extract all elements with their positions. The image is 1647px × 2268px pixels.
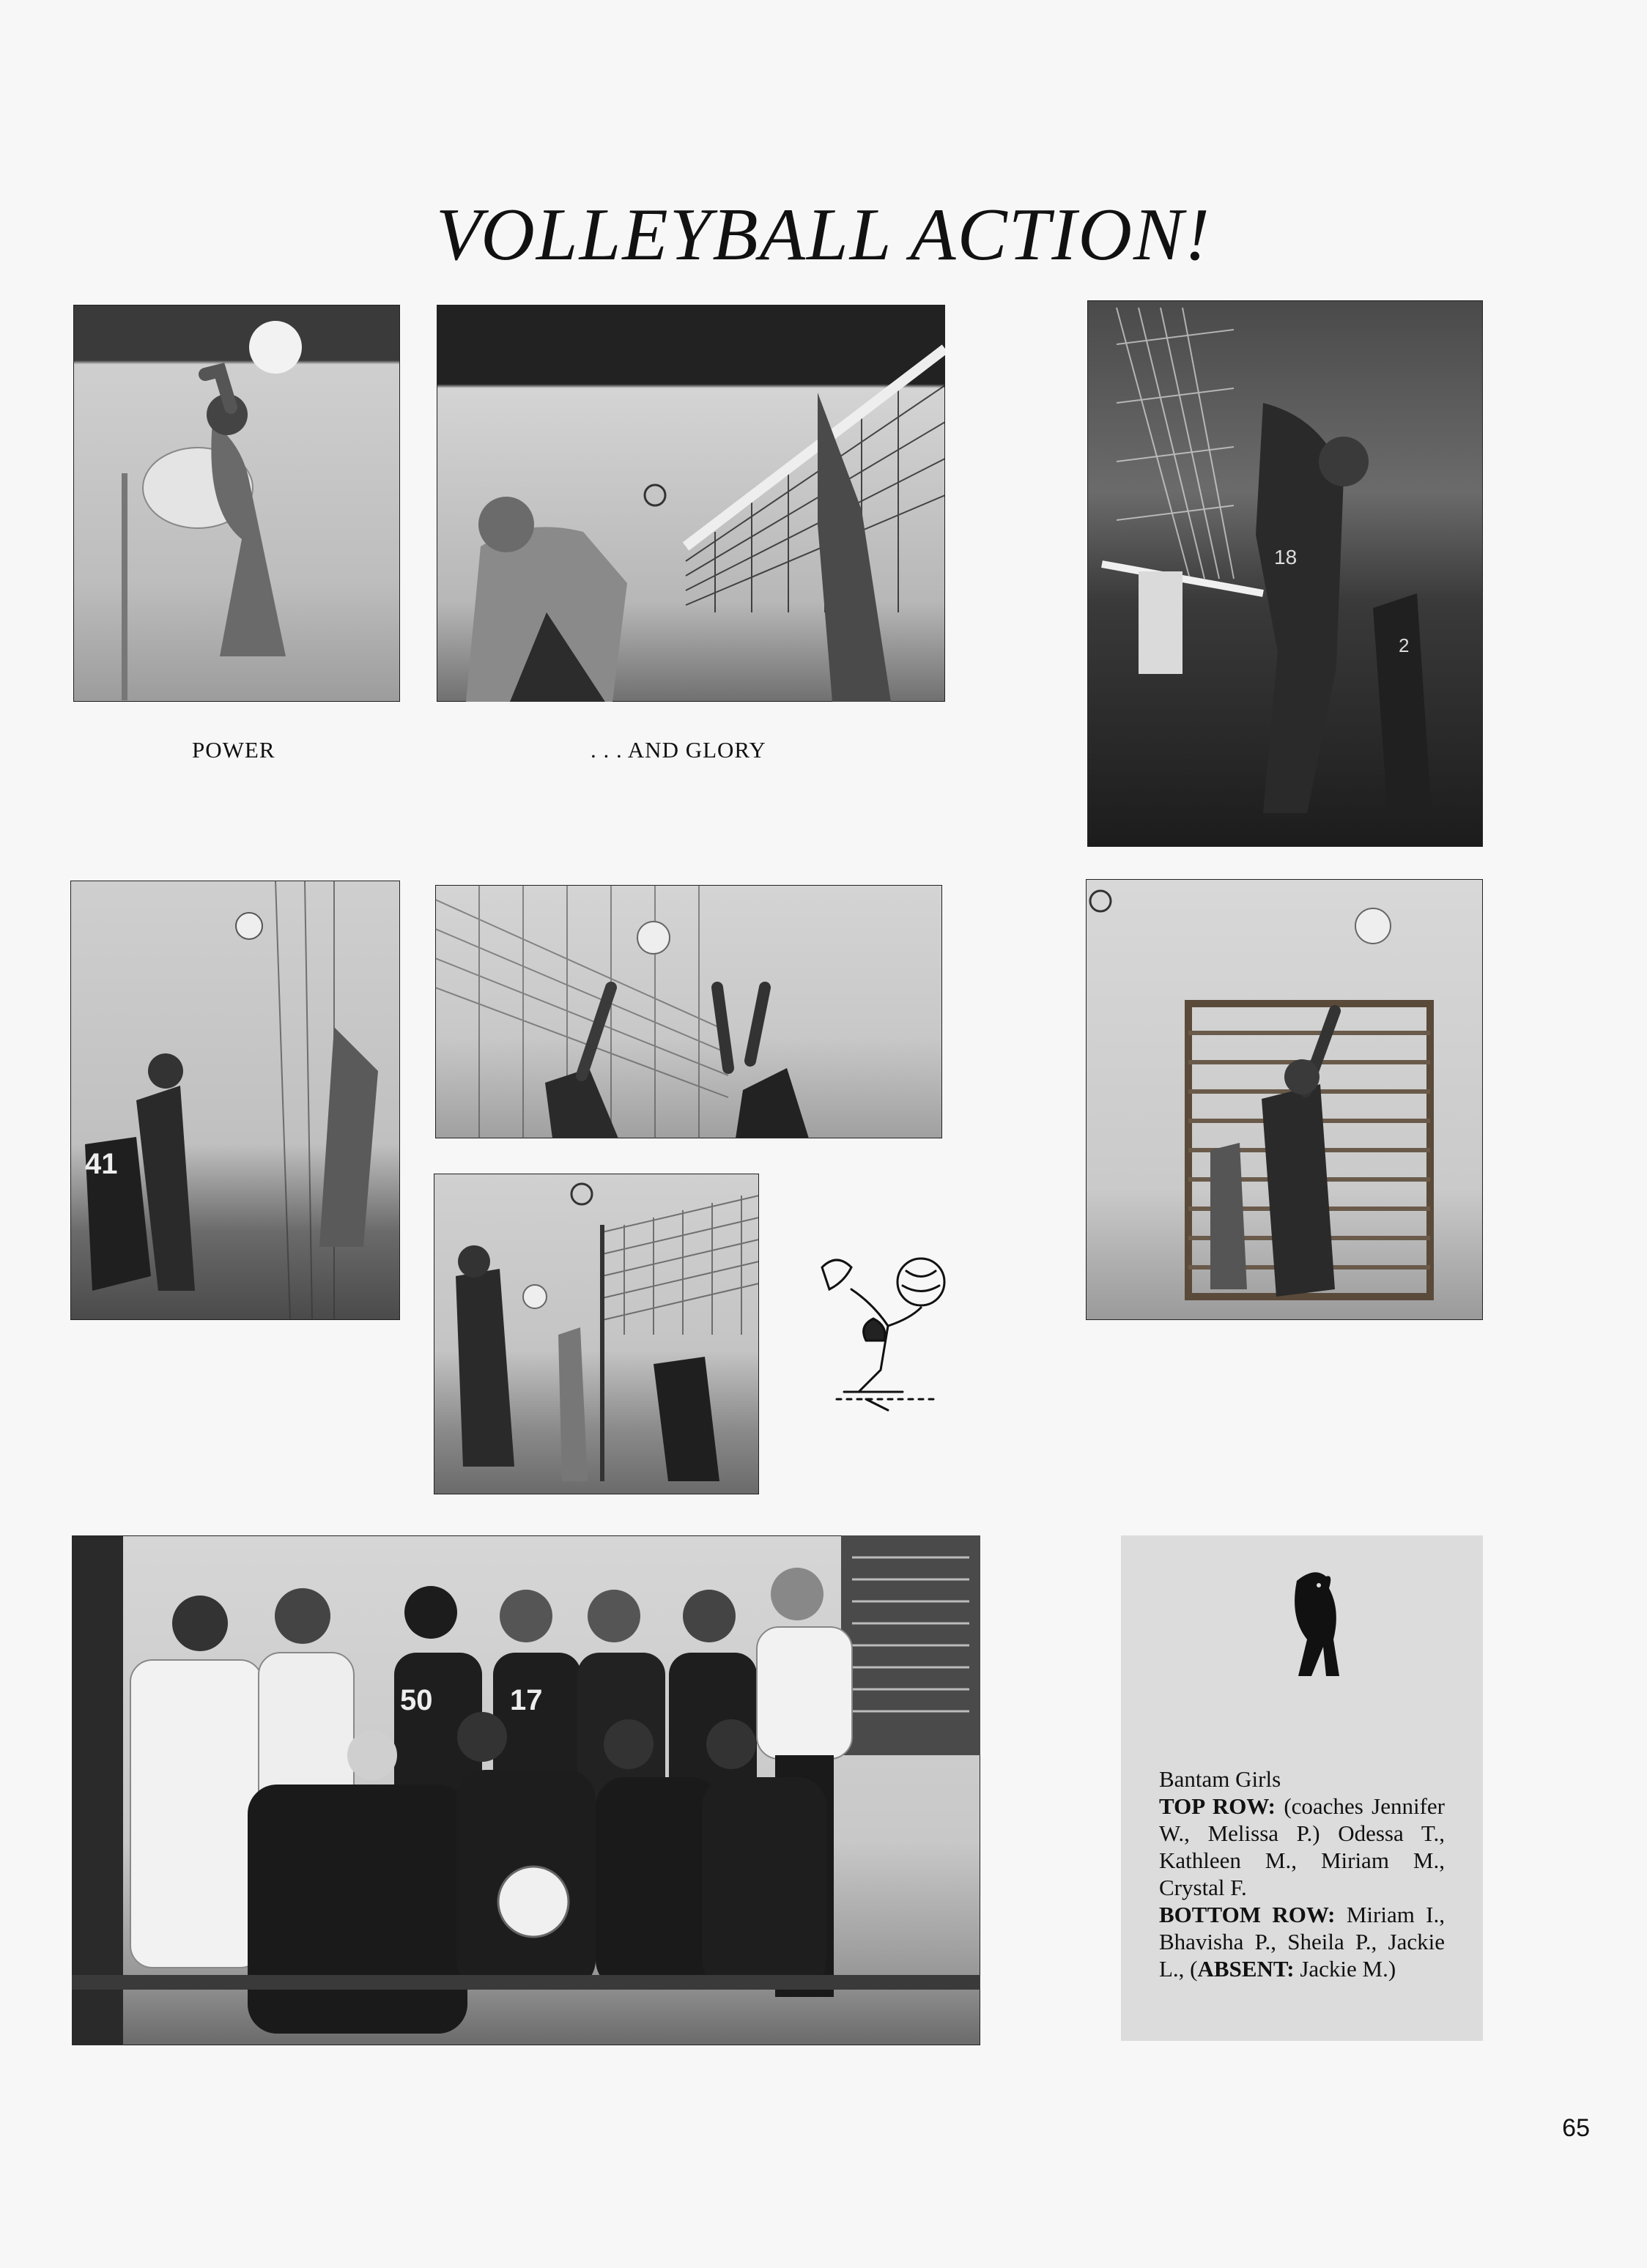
bottom-row-names: Miriam I., Bhavisha P., Sheila P., Jackie L., ( [1159, 1902, 1446, 1982]
volleyball-icon [637, 922, 670, 954]
page-number: 65 [1562, 2114, 1590, 2142]
team-name: Bantam Girls [1159, 1766, 1281, 1792]
absent-names: Jackie M.) [1300, 1956, 1396, 1982]
glory-caption: . . . AND GLORY [591, 737, 766, 763]
serve-photo-art [434, 1174, 759, 1494]
jersey-number-18: 18 [1274, 546, 1298, 568]
volleyball-cartoon-icon [793, 1245, 961, 1421]
top-row-label: TOP ROW: [1159, 1793, 1276, 1819]
page-title: VOLLEYBALL ACTION! [436, 193, 1211, 276]
glory-photo-art [437, 305, 945, 702]
jersey-number-50: 50 [400, 1684, 433, 1716]
volleyball-icon [523, 1285, 547, 1308]
double-block-photo [435, 885, 942, 1138]
volleyball-icon [236, 913, 262, 939]
jersey-number-41: 41 [85, 1148, 118, 1180]
double-block-art [435, 885, 942, 1138]
team-photo-art [72, 1535, 980, 2045]
wall-bars-art [1086, 879, 1483, 1320]
power-photo [73, 305, 400, 702]
power-caption: POWER [192, 737, 275, 763]
block-at-net-photo [1087, 300, 1483, 847]
no-symbol-icon [1090, 891, 1111, 911]
top-row-names: (coaches Jennifer W., Melissa P.) Odessa T., Kathleen M., Miriam M., Crystal F. [1159, 1793, 1445, 1900]
power-photo-art [73, 305, 400, 702]
team-roster-text [1159, 1765, 1445, 1982]
serve-photo [434, 1174, 759, 1494]
volleyball-icon [498, 1867, 569, 1937]
no-symbol-icon [645, 485, 665, 505]
no-symbol-icon [571, 1184, 592, 1204]
bottom-row-label: BOTTOM ROW: [1159, 1902, 1336, 1927]
jersey-number-17: 17 [510, 1684, 543, 1716]
panther-mascot-icon [1282, 1566, 1347, 1683]
volleyball-icon [249, 321, 302, 374]
spike-photo-art [70, 881, 400, 1320]
glory-photo [437, 305, 945, 702]
absent-label: ABSENT: [1197, 1956, 1295, 1982]
spike-photo-41 [70, 881, 400, 1320]
jersey-number-2: 2 [1399, 634, 1410, 656]
team-photo [72, 1535, 980, 2045]
volleyball-icon [1355, 908, 1391, 944]
team-roster-box [1121, 1535, 1483, 2041]
block-photo-art [1087, 300, 1483, 847]
wall-bars-photo [1086, 879, 1483, 1320]
